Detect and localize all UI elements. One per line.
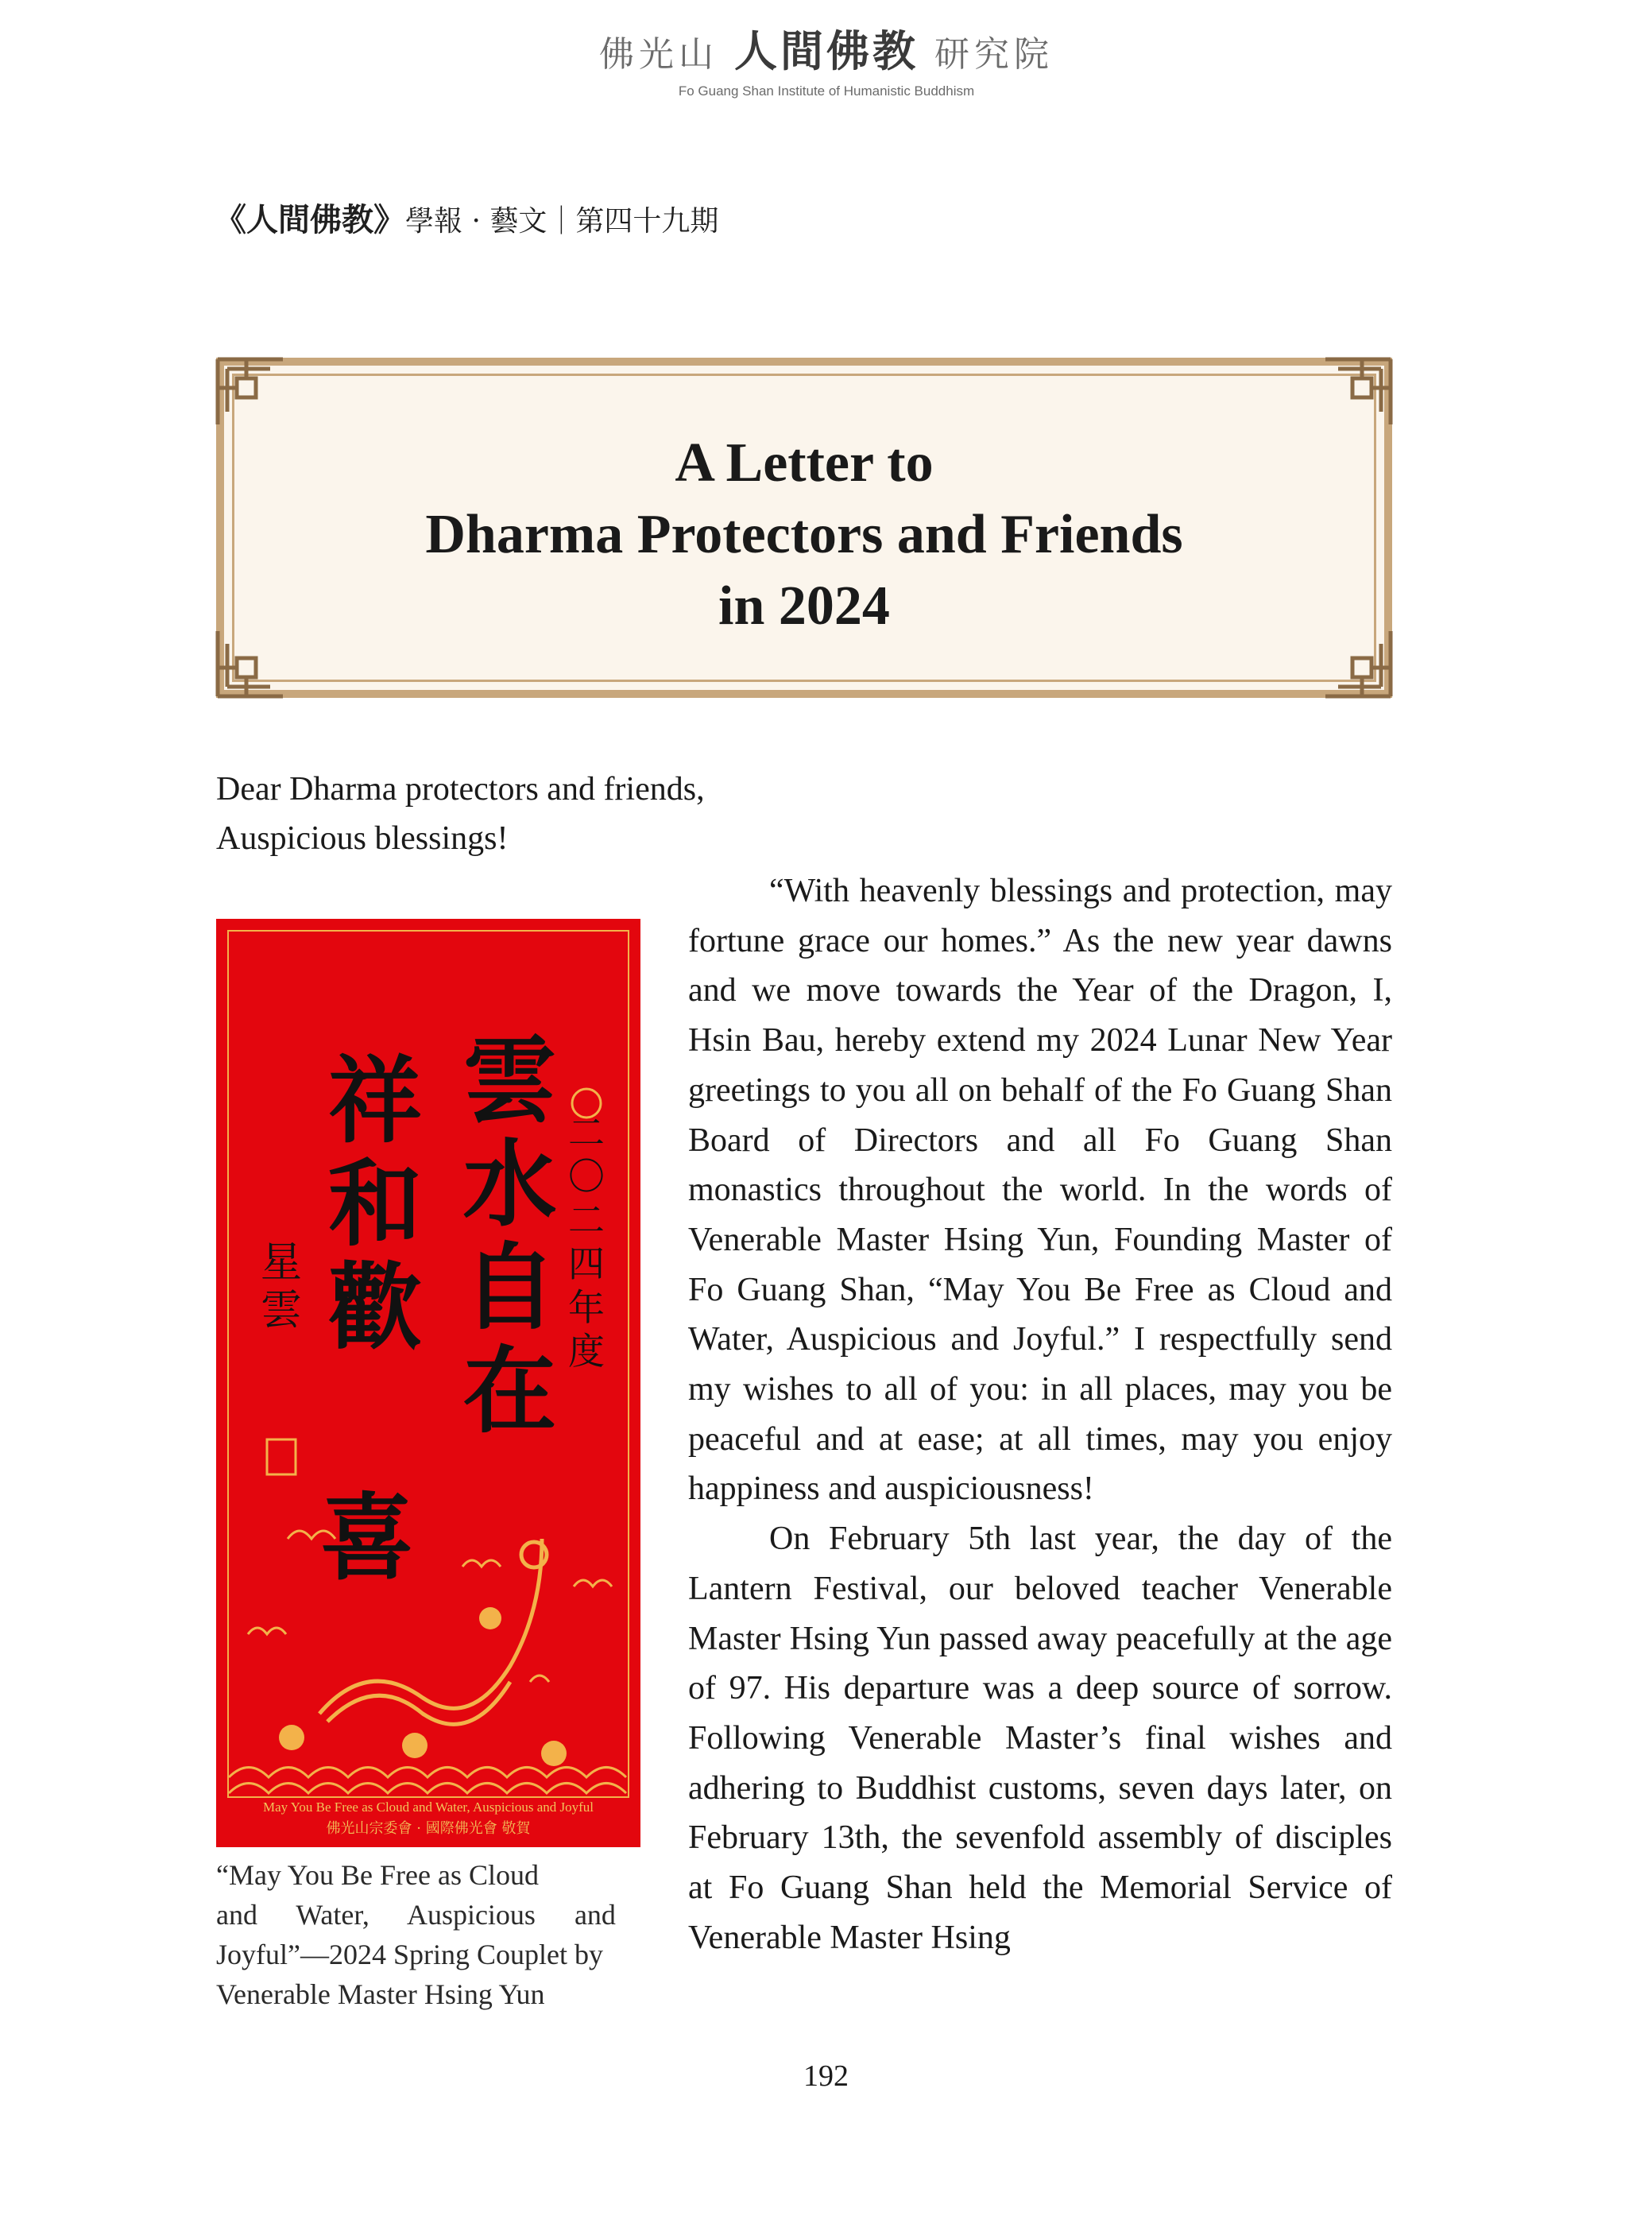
journal-name: 《人間佛教》 [215, 201, 405, 238]
cloud-decorations-icon [248, 1531, 612, 1682]
image-caption [216, 1855, 640, 2014]
signature-seal-icon [267, 1439, 296, 1474]
caption-line-1: “May You Be Free as Cloud [216, 1859, 539, 1891]
page-number: 192 [803, 2059, 849, 2093]
couplet-publisher-text: 佛光山宗委會 · 國際佛光會 敬賀 [326, 1820, 531, 1837]
couplet-date: 二〇二四年度 [568, 1111, 605, 1373]
caption-line-4: Venerable Master Hsing Yun [216, 1978, 545, 2010]
caption-line-2: and Water, Auspicious and [216, 1899, 616, 1931]
body-text-column [688, 866, 1392, 1962]
calligraphy-right-column: 雲水自在 [447, 1031, 558, 1435]
logo-prefix: 佛光山 [599, 34, 718, 75]
couplet-english-text: May You Be Free as Cloud and Water, Auspicious and Joyful [263, 1800, 594, 1815]
body-paragraph-2: On February 5th last year, the day of the Lantern Festival, our beloved teacher Venerable Master Hsing Yun passed away peacefully at the age of 97. His departure was a deep source of sorrow. Following Venerable Master’s final wishes and adhering to Buddhist customs, seven days later, on February 13th, the sevenfold assembly of disciples at Fo Guang Shan held the Memorial Service of Venerable Master Hsing [688, 1521, 1392, 1956]
salutation-line-2: Auspicious blessings! [216, 820, 509, 857]
body-paragraph-1: “With heavenly blessings and protection, may fortune grace our homes.” As the new year dawns and we move towards the Year of the Dragon, I, Hsin Bau, hereby extend my 2024 Lunar New Year greetings to you all on behalf of the Fo Guang Shan Board of Directors and all Fo Guang Shan monastics throughout the world. In the words of Venerable Master Hsing Yun, Founding Master of Fo Guang Shan, “May You Be Free as Cloud and Water, Auspicious and Joyful.” I respectfully send my wishes to all of you: in all places, may you be peaceful and at ease; at all times, may you enjoy happiness and auspiciousness! [688, 873, 1392, 1508]
title-line-2: Dharma Protectors and Friends [425, 504, 1183, 565]
article-title [224, 428, 1384, 642]
corner-ornament-icon [215, 356, 286, 428]
institute-logo [548, 17, 1105, 113]
title-line-1: A Letter to [675, 432, 934, 494]
logo-bold: 人間佛教 [734, 25, 919, 76]
waves-decoration-icon [229, 1768, 626, 1794]
calligraphy-left-column: 祥和歡喜 [319, 1045, 423, 1593]
logo-suffix: 研究院 [934, 34, 1054, 75]
running-head [215, 195, 718, 240]
caption-line-3: Joyful”—2024 Spring Couplet by [216, 1939, 603, 1970]
salutation-line-1: Dear Dharma protectors and friends, [216, 771, 705, 808]
corner-ornament-icon [1322, 356, 1394, 428]
couplet-artwork [216, 919, 640, 1847]
issue-info: 學報 · 藝文｜第四十九期 [405, 205, 719, 238]
children-figures-icon [279, 1607, 567, 1766]
logo-subtitle: Fo Guang Shan Institute of Humanistic Buddhism [678, 83, 975, 99]
couplet-signature: 星雲 [260, 1239, 303, 1335]
spring-couplet-image [216, 919, 640, 1847]
title-frame [216, 358, 1392, 698]
title-line-3: in 2024 [718, 575, 890, 637]
salutation [216, 765, 705, 863]
